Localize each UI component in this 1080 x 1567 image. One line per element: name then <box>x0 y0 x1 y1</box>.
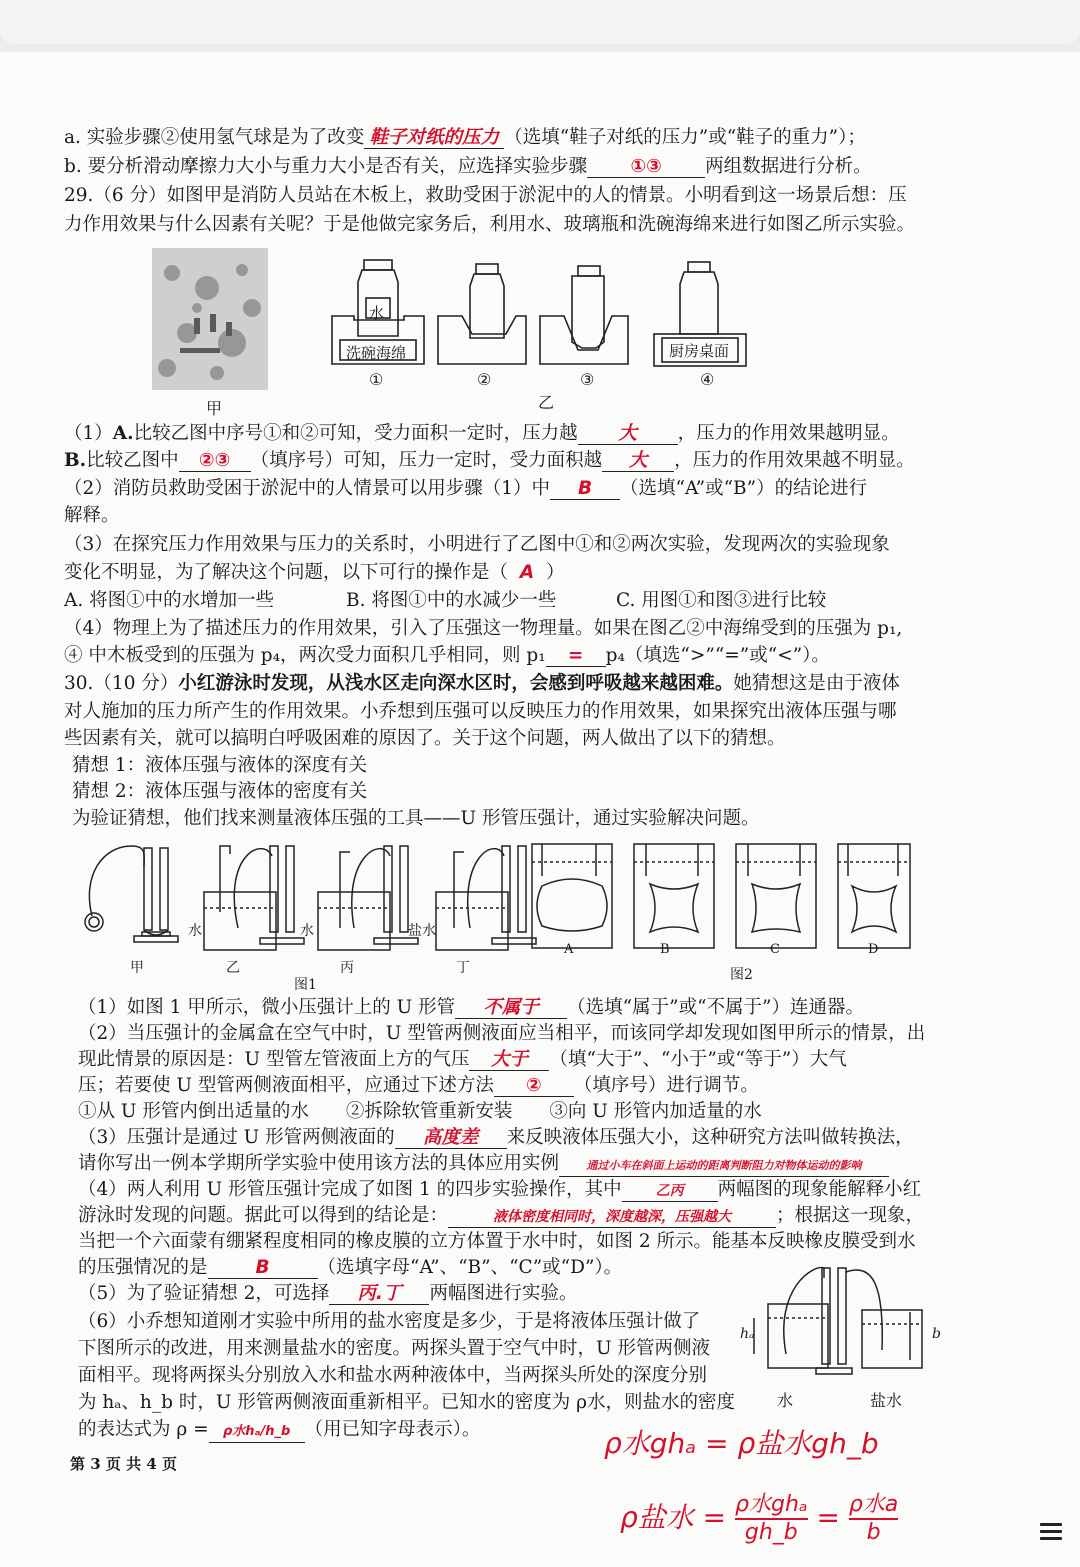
density-figure <box>734 1258 944 1388</box>
q30-p4-line3: 当把一个六面蒙有绷紧程度相同的橡皮膜的立方体置于水中时，如图 2 所示。能基本反映橡皮膜受到水 <box>78 1231 916 1252</box>
fig-num-3: ③ <box>580 370 595 389</box>
fig1-liquid-2: 水 <box>300 923 314 939</box>
q29-p2-line2: 解释。 <box>64 505 120 526</box>
q28-line-a: a. 实验步骤②使用氢气球是为了改变 鞋子对纸的压力 （选填“鞋子对纸的压力”或“鞋子的重力”）； <box>64 127 866 148</box>
q30-p3-line2: 请你写出一例本学期所学实验中使用该方法的具体应用实例 通过小车在斜面上运动的距离判断阻力对物体运动的影响 <box>78 1152 889 1177</box>
q30-tool: 为验证猜想，他们找来测量液体压强的工具——U 形管压强计，通过实验解决问题。 <box>72 808 760 829</box>
u-tube-figures <box>72 836 912 966</box>
fig1-caption: 图1 <box>294 977 317 993</box>
q29-p1-b-answer: ②③ <box>179 451 251 472</box>
q28-a-answer: 鞋子对纸的压力 <box>364 128 504 149</box>
q29-p4-line1: （4）物理上为了描述压力的作用效果，引入了压强这一物理量。如果在图乙②中海绵受到的压强为 p₁, <box>64 618 903 639</box>
menu-icon[interactable] <box>1040 1523 1062 1541</box>
q30-p5: （5）为了验证猜想 2，可选择 丙.丁 两幅图进行实验。 <box>78 1283 578 1304</box>
q30-p3-answer2: 通过小车在斜面上运动的距离判断阻力对物体运动的影响 <box>559 1156 889 1177</box>
handwritten-equation-2: ρ盐水 = ρ水ghₐ gh_b = ρ水a b <box>620 1492 899 1545</box>
q29-p1-b-answer2: 大 <box>602 451 674 472</box>
q29-p2: （2）消防员救助受困于淤泥中的人情景可以用步骤（1）中 B （选填“A”或“B”）的结论进行 <box>64 478 868 499</box>
fig-num-2: ② <box>477 370 492 389</box>
q30-p4-line1: （4）两人利用 U 形管压强计完成了如图 1 的四步实验操作，其中 乙丙 两幅图的现象能解释小红 <box>78 1179 922 1200</box>
fig1-label-bing: 丙 <box>340 960 354 976</box>
q29-p3-line1: （3）在探究压力作用效果与压力的关系时，小明进行了乙图中①和②两次实验，发现两次的实验现象 <box>64 534 890 555</box>
fig1-label-yi: 乙 <box>226 960 240 976</box>
q30-p1: （1）如图 1 甲所示，微小压强计上的 U 形管 不属于 （选填“属于”或“不属于”）连通器。 <box>78 997 864 1018</box>
fig3-ha-label: hₐ <box>740 1326 755 1342</box>
fig-sponge-label: 洗碗海绵 <box>346 344 407 362</box>
q30-intro-3: 些因素有关，就可以搞明白呼吸困难的原因了。关于这个问题，两人做出了以下的猜想。 <box>64 728 786 749</box>
q30-intro-1: 30.（10 分）小红游泳时发现，从浅水区走向深水区时，会感到呼吸越来越困难。她猜想这是由于液体 <box>64 673 900 694</box>
q30-p6-answer: ρ水hₐ/h_b <box>209 1422 305 1443</box>
q28-b-answer: ①③ <box>587 157 705 178</box>
fig-yi-label: 乙 <box>538 393 555 412</box>
fig2-label-a: A <box>564 942 574 957</box>
fig1-label-ding: 丁 <box>456 960 470 976</box>
q30-p2-line1: （2）当压强计的金属盒在空气中时，U 型管两侧液面应当相平，而该同学却发现如图甲所示的情景，出 <box>78 1023 926 1044</box>
browser-top-bar <box>0 0 1080 44</box>
q29-p3-line2: 变化不明显，为了解决这个问题，以下可行的操作是（ A ） <box>64 562 565 583</box>
q29-intro-2: 力作用效果与什么因素有关呢？于是他做完家务后，利用水、玻璃瓶和洗碗海绵来进行如图乙所示实验。 <box>64 214 916 235</box>
q30-guess-2: 猜想 2：液体压强与液体的密度有关 <box>72 781 368 802</box>
q29-p4-answer: = <box>546 646 606 667</box>
q28-line-b: b. 要分析滑动摩擦力大小与重力大小是否有关，应选择实验步骤 ①③ 两组数据进行分析。 <box>64 156 872 177</box>
q29-p4-line2: ④ 中木板受到的压强为 p₄，两次受力面积几乎相同，则 p₁ = p₄（填选“>”“=”或“<”）。 <box>64 645 830 666</box>
fig-num-1: ① <box>369 370 384 389</box>
fig-water-label: 水 <box>369 304 385 322</box>
q29-p3-options <box>64 589 826 613</box>
rescue-photo <box>152 248 268 390</box>
q30-p6-line4: 为 hₐ、h_b 时，U 形管两侧液面重新相平。已知水的密度为 ρ水，则盐水的密度 <box>78 1392 736 1413</box>
fig3-b-label: b <box>932 1326 941 1342</box>
pressure-experiment-figure <box>328 254 758 394</box>
q30-p4-line2: 游泳时发现的问题。据此可以得到的结论是： 液体密度相同时，深度越深，压强越大 ；根据这一现象， <box>78 1205 925 1226</box>
fig1-label-jia: 甲 <box>130 960 144 976</box>
handwritten-equation-1: ρ水ghₐ = ρ盐水gh_b <box>604 1427 879 1460</box>
q29-option-b: B. 将图①中的水减少一些 <box>346 590 557 611</box>
q30-p6-line1: （6）小乔想知道刚才实验中所用的盐水密度是多少，于是将液体压强计做了 <box>78 1311 701 1332</box>
q30-p3-answer: 高度差 <box>395 1128 507 1149</box>
fig1-liquid-1: 水 <box>188 923 202 939</box>
q30-p4-line4: 的压强情况的是 B （选填字母“A”、“B”、“C”或“D”）。 <box>78 1257 623 1278</box>
q30-intro-2: 对人施加的压力所产生的作用效果。小乔想到压强可以反映压力的作用效果，如果探究出液体压强与哪 <box>64 701 897 722</box>
q30-p2-answer2: ② <box>494 1076 574 1097</box>
q30-p4-answer: 乙丙 <box>622 1181 718 1202</box>
q30-p6-line5: 的表达式为 ρ = ρ水hₐ/h_b （用已知字母表示）。 <box>78 1418 480 1443</box>
fig2-label-d: D <box>868 942 879 957</box>
q30-p6-line3: 面相平。现将两探头分别放入水和盐水两种液体中，当两探头所处的深度分别 <box>78 1365 708 1386</box>
q30-p1-answer: 不属于 <box>455 998 567 1019</box>
q29-p1-a: （1）A.比较乙图中序号①和②可知，受力面积一定时，压力越 大 ，压力的作用效果越明显。 <box>64 423 900 444</box>
fig-num-4: ④ <box>700 370 715 389</box>
q30-p2-line3: 压；若要使 U 型管两侧液面相平，应通过下述方法 ② （填序号）进行调节。 <box>78 1075 759 1096</box>
q30-p6-line2: 下图所示的改进，用来测量盐水的密度。两探头置于空气中时，U 形管两侧液 <box>78 1338 710 1359</box>
q30-p4-answer2: 液体密度相同时，深度越深，压强越大 <box>448 1207 776 1228</box>
q30-p4-answer3: B <box>208 1258 318 1279</box>
q30-p2-options: ①从 U 形管内倒出适量的水 ②拆除软管重新安装 ③向 U 形管内加适量的水 <box>78 1101 762 1122</box>
q29-p3-answer: A <box>519 562 535 583</box>
fig1-liquid-3: 盐水 <box>408 923 436 939</box>
exam-page <box>0 52 1080 1567</box>
fig-table-label: 厨房桌面 <box>669 342 730 360</box>
q30-p3-line1: （3）压强计是通过 U 形管两侧液面的 高度差 来反映液体压强大小，这种研究方法叫做转换法， <box>78 1127 914 1148</box>
fig2-label-c: C <box>770 942 780 957</box>
q29-option-a: A. 将图①中的水增加一些 <box>64 590 275 611</box>
fig3-water-label: 水 <box>777 1391 794 1410</box>
fig3-salt-label: 盐水 <box>870 1391 903 1410</box>
q29-p2-answer: B <box>550 479 620 500</box>
q29-p1-a-answer: 大 <box>578 424 678 445</box>
q29-intro-1: 29.（6 分）如图甲是消防人员站在木板上，救助受困于淤泥中的人的情景。小明看到这一场景后想：压 <box>64 185 907 206</box>
page-number: 第 3 页 共 4 页 <box>70 1455 177 1473</box>
fig2-caption: 图2 <box>730 967 753 983</box>
q30-p2-answer: 大于 <box>469 1050 549 1071</box>
fig-jia-label: 甲 <box>206 399 223 418</box>
fig2-label-b: B <box>660 942 670 957</box>
q30-guess-1: 猜想 1：液体压强与液体的深度有关 <box>72 755 368 776</box>
q29-option-c: C. 用图①和图③进行比较 <box>616 590 827 611</box>
q30-p2-line2: 现此情景的原因是：U 型管左管液面上方的气压 大于 （填“大于”、“小于”或“等于”）大气 <box>78 1049 847 1070</box>
q29-p1-b: B.比较乙图中 ②③ （填序号）可知，压力一定时，受力面积越 大 ，压力的作用效果越不明显。 <box>64 450 915 471</box>
q30-p5-answer: 丙.丁 <box>329 1284 429 1305</box>
